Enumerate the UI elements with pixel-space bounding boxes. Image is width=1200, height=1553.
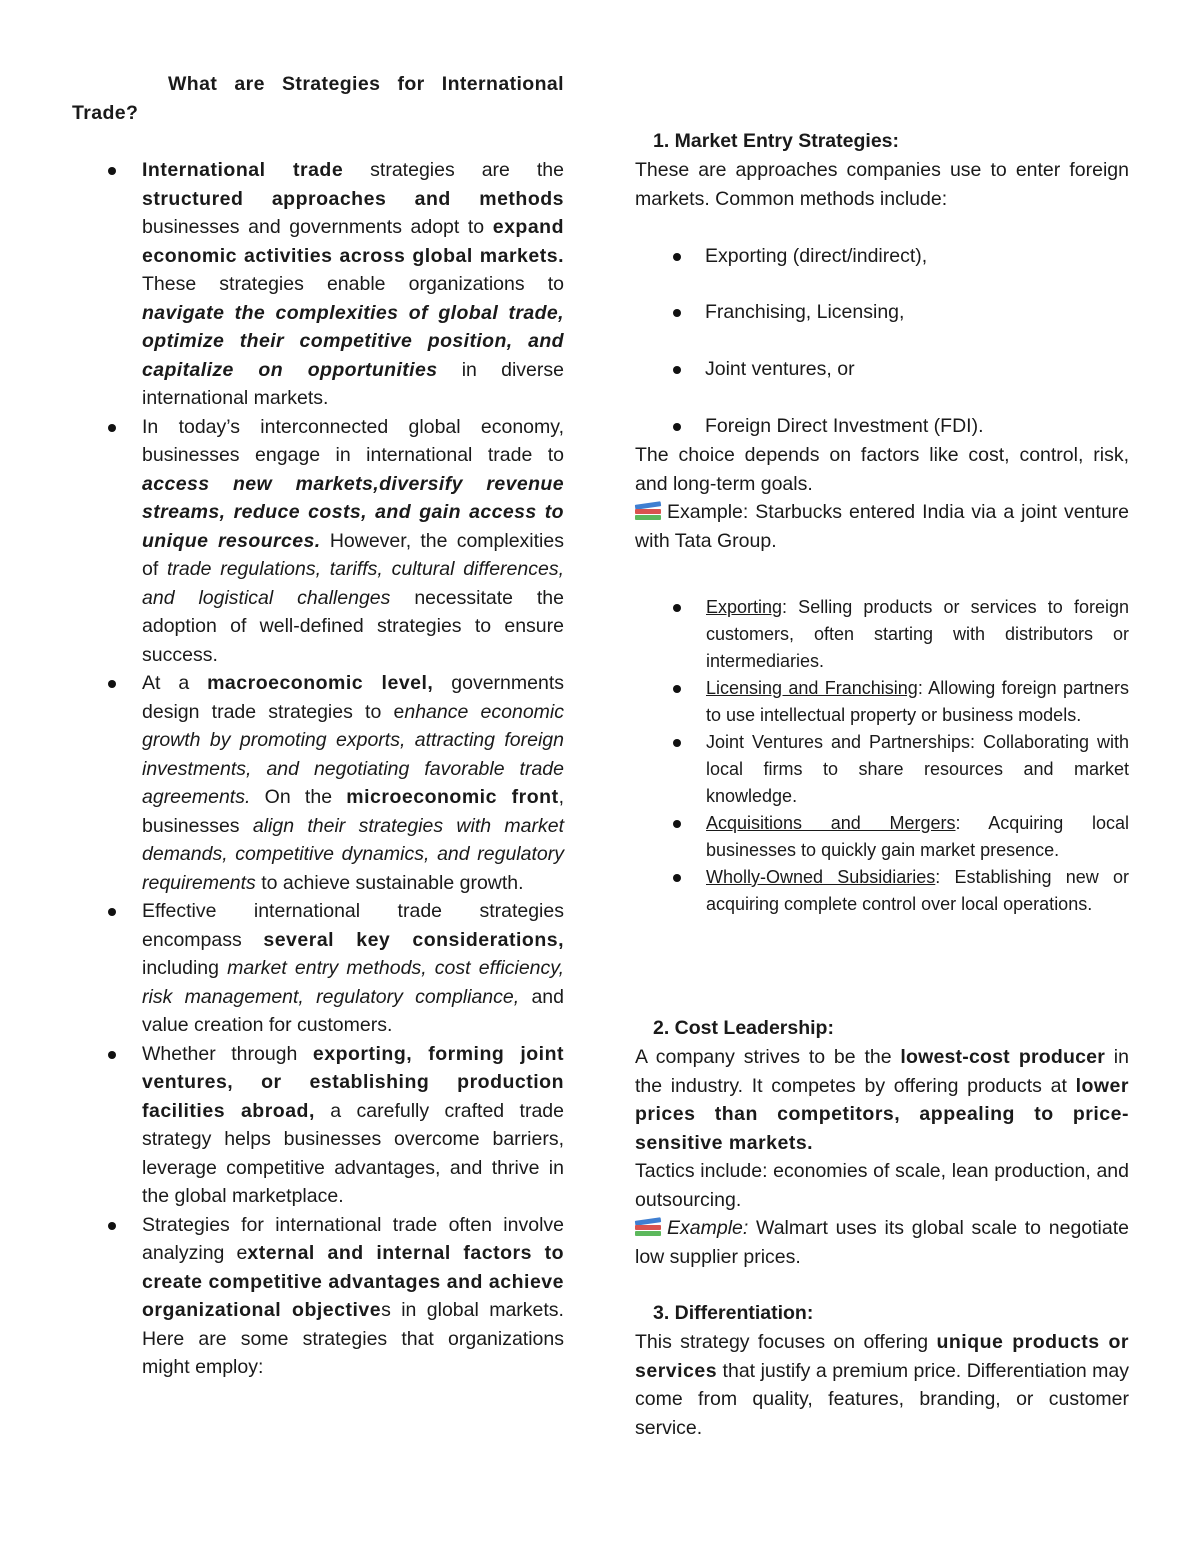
- bullet-dot-icon: [108, 167, 116, 175]
- bullet-dot-icon: [673, 685, 681, 693]
- text-run: xternal and internal factors to create competitive advantages and achieve organizational objective: [142, 1242, 564, 1321]
- detail-item: Exporting: Selling products or services to foreign customers, often starting with distributors or intermediaries.: [635, 594, 1129, 675]
- text-run: market entry methods, cost efficiency, risk management, regulatory compliance,: [142, 957, 564, 1008]
- text-run: align their strategies with market demands, competitive dynamics, and regulatory requirements: [142, 814, 564, 894]
- text-run: navigate the complexities of global trade, optimize their competitive position, and capitalize on opportunities: [142, 301, 564, 381]
- market-entry-heading: 1. Market Entry Strategies:: [653, 130, 900, 152]
- text-run: necessitate the adoption of well-defined strategies to ensure success.: [142, 586, 564, 666]
- text-run: expand economic activities across global markets.: [142, 216, 564, 267]
- text-run: In today’s interconnected global economy, businesses engage in international trade to: [142, 415, 564, 466]
- market-entry-choice: The choice depends on factors like cost, control, risk, and long-term goals.: [635, 444, 1129, 495]
- text-run: businesses and governments adopt to: [142, 216, 493, 238]
- cost-leadership-example: Example: Walmart uses its global scale to negotiate low supplier prices.: [635, 1217, 1129, 1268]
- text-run: These strategies enable organizations to: [142, 273, 564, 295]
- cost-leadership-tactics: Tactics include: economies of scale, lean production, and outsourcing.: [635, 1160, 1129, 1211]
- bullet-item: [72, 1211, 564, 1382]
- bullet-dot-icon: [108, 680, 116, 688]
- text-run: On the: [250, 786, 347, 808]
- text-run: several key considerations,: [263, 928, 565, 951]
- bullet-dot-icon: [108, 424, 116, 432]
- text-run: governments design trade strategies to e: [142, 672, 564, 723]
- text-run: and value creation for customers.: [142, 985, 564, 1036]
- bullet-dot-icon: [673, 820, 681, 828]
- text-run: Strategies for international trade often involve analyzing e: [142, 1213, 564, 1264]
- bullet-item: [72, 1040, 564, 1211]
- bullet-dot-icon: [673, 604, 681, 612]
- bullet-dot-icon: [673, 253, 681, 261]
- detail-item: Wholly-Owned Subsidiaries: Establishing new or acquiring complete control over local operations.: [635, 864, 1129, 918]
- cost-leadership-paragraph: A company strives to be the lowest-cost producer in the industry. It competes by offering products at lower prices than competitors, appealing to price-sensitive markets.: [635, 1046, 1129, 1154]
- text-run: Effective international trade strategies encompass: [142, 900, 564, 951]
- market-entry-details-list: [635, 594, 1129, 918]
- books-icon: [635, 1218, 661, 1236]
- intro-bullet-list: [72, 156, 564, 1382]
- books-icon: [635, 502, 661, 520]
- text-run: , businesses: [142, 786, 564, 837]
- bullet-dot-icon: [108, 908, 116, 916]
- text-run: access new markets,diversify revenue streams, reduce costs, and gain access to unique resources.: [142, 472, 564, 552]
- text-run: International trade: [142, 159, 344, 181]
- detail-item: Acquisitions and Mergers: Acquiring local businesses to quickly gain market presence.: [635, 810, 1129, 864]
- bullet-dot-icon: [673, 874, 681, 882]
- cost-leadership-heading: 2. Cost Leadership:: [653, 1017, 834, 1039]
- bullet-dot-icon: [673, 366, 681, 374]
- bullet-dot-icon: [673, 423, 681, 431]
- text-run: nhance economic growth by promoting exports, attracting foreign investments, and negotiating favorable trade agreements.: [142, 700, 564, 808]
- text-run: Whether through: [142, 1042, 313, 1065]
- bullet-item: [72, 897, 564, 1040]
- text-run: At a: [142, 672, 208, 694]
- text-run: structured approaches and methods: [142, 187, 564, 210]
- market-entry-example: Example: Starbucks entered India via a joint venture with Tata Group.: [635, 501, 1129, 552]
- bullet-item: [72, 669, 564, 897]
- market-entry-intro: These are approaches companies use to enter foreign markets. Common methods include:: [635, 159, 1129, 210]
- document-title: What are Strategies for International Trade?: [72, 73, 564, 124]
- text-run: microeconomic front: [346, 786, 559, 808]
- text-run: strategies are the: [343, 159, 564, 181]
- text-run: in diverse international markets.: [142, 358, 564, 409]
- bullet-dot-icon: [673, 309, 681, 317]
- bullet-dot-icon: [108, 1222, 116, 1230]
- text-run: exporting, forming joint ventures, or establishing production facilities abroad,: [142, 1042, 564, 1122]
- detail-item: Joint Ventures and Partnerships: Collaborating with local firms to share resources and market knowledge.: [635, 729, 1129, 810]
- text-run: s in global markets. Here are some strategies that organizations might employ:: [142, 1299, 564, 1378]
- bullet-dot-icon: [108, 1051, 116, 1059]
- text-run: trade regulations, tariffs, cultural differences, and logistical challenges: [142, 558, 565, 609]
- text-run: including: [142, 957, 228, 979]
- bullet-item: [72, 413, 564, 670]
- text-run: a carefully crafted trade strategy helps businesses overcome barriers, leverage competitive advantages, and thrive in the global marketplace.: [142, 1099, 564, 1207]
- differentiation-paragraph: This strategy focuses on offering unique products or services that justify a premium price. Differentiation may come from quality, features, branding, or customer service.: [635, 1331, 1129, 1439]
- text-run: macroeconomic level,: [207, 672, 434, 694]
- bullet-item: [72, 156, 564, 413]
- text-run: to achieve sustainable growth.: [255, 871, 524, 894]
- text-run: However, the complexities of: [142, 529, 564, 580]
- bullet-dot-icon: [673, 739, 681, 747]
- differentiation-heading: 3. Differentiation:: [653, 1302, 814, 1324]
- detail-item: Licensing and Franchising: Allowing foreign partners to use intellectual property or business models.: [635, 675, 1129, 729]
